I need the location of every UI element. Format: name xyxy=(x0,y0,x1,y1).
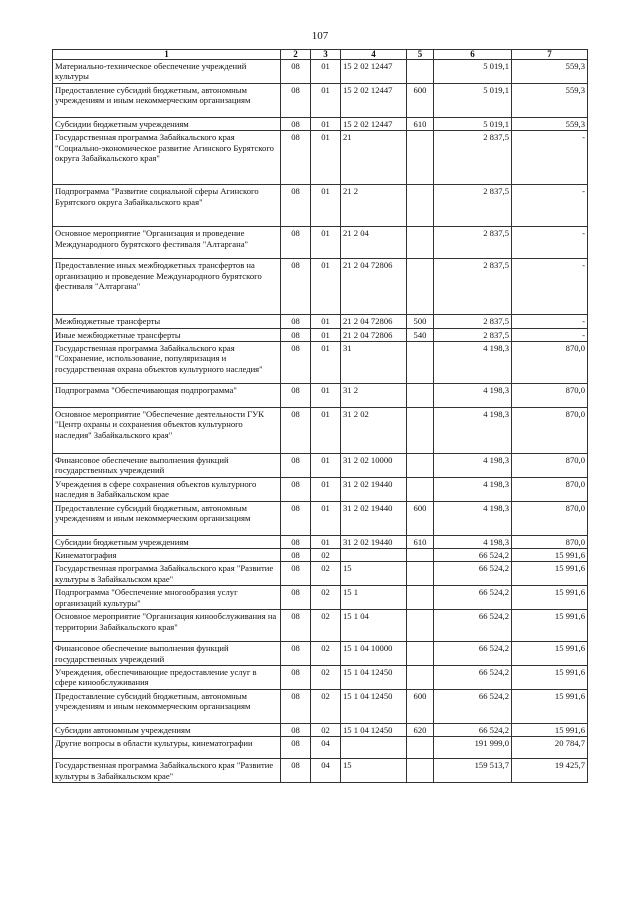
row-name-cell: Учреждения, обеспечивающие предоставление услуг в сфере кинообслуживания xyxy=(53,665,281,689)
expense-type-cell xyxy=(407,342,434,384)
amount-cell: 4 198,3 xyxy=(434,342,512,384)
amount-cell: 4 198,3 xyxy=(434,477,512,501)
expense-type-cell xyxy=(407,259,434,315)
budget-table xyxy=(52,49,588,783)
expense-type-cell: 610 xyxy=(407,117,434,130)
amount-cell: 870,0 xyxy=(512,454,588,478)
amount-cell: - xyxy=(512,227,588,259)
amount-cell: 870,0 xyxy=(512,408,588,454)
amount-cell: 2 837,5 xyxy=(434,131,512,185)
row-name-cell: Предоставление субсидий бюджетным, автономным учреждениям и иным некоммерческим организациям xyxy=(53,689,281,723)
target-article-cell: 15 2 02 12447 xyxy=(341,83,407,117)
target-article-cell: 31 2 02 10000 xyxy=(341,454,407,478)
row-name-cell: Подпрограмма "Обеспечивающая подпрограмма" xyxy=(53,384,281,408)
target-article-cell: 15 xyxy=(341,562,407,586)
amount-cell: - xyxy=(512,131,588,185)
amount-cell: 159 513,7 xyxy=(434,759,512,783)
expense-type-cell xyxy=(407,185,434,227)
subsection-code-cell: 02 xyxy=(311,689,341,723)
amount-cell: 2 837,5 xyxy=(434,315,512,328)
target-article-cell: 31 2 xyxy=(341,384,407,408)
amount-cell: - xyxy=(512,315,588,328)
section-code-cell: 08 xyxy=(281,315,311,328)
subsection-code-cell: 01 xyxy=(311,342,341,384)
amount-cell: 2 837,5 xyxy=(434,259,512,315)
table-row xyxy=(53,185,588,227)
column-number-header-row xyxy=(53,50,588,60)
table-row xyxy=(53,562,588,586)
section-code-cell: 08 xyxy=(281,549,311,562)
table-row xyxy=(53,328,588,341)
amount-cell: 66 524,2 xyxy=(434,665,512,689)
table-row xyxy=(53,227,588,259)
subsection-code-cell: 01 xyxy=(311,315,341,328)
table-row xyxy=(53,259,588,315)
expense-type-cell xyxy=(407,665,434,689)
column-number-header: 2 xyxy=(281,50,311,60)
section-code-cell: 08 xyxy=(281,185,311,227)
expense-type-cell xyxy=(407,408,434,454)
column-number-header: 5 xyxy=(407,50,434,60)
expense-type-cell xyxy=(407,384,434,408)
target-article-cell: 31 2 02 19440 xyxy=(341,501,407,535)
amount-cell: 66 524,2 xyxy=(434,562,512,586)
expense-type-cell: 600 xyxy=(407,501,434,535)
row-name-cell: Основное мероприятие "Обеспечение деятельности ГУК "Центр охраны и сохранения объектов культурного наследия" Забайкальского края" xyxy=(53,408,281,454)
subsection-code-cell: 02 xyxy=(311,549,341,562)
table-row xyxy=(53,408,588,454)
subsection-code-cell: 02 xyxy=(311,586,341,610)
target-article-cell: 15 1 04 10000 xyxy=(341,642,407,666)
section-code-cell: 08 xyxy=(281,737,311,759)
row-name-cell: Кинематография xyxy=(53,549,281,562)
section-code-cell: 08 xyxy=(281,328,311,341)
amount-cell: 4 198,3 xyxy=(434,384,512,408)
table-row xyxy=(53,535,588,548)
table-row xyxy=(53,737,588,759)
amount-cell: 15 991,6 xyxy=(512,723,588,736)
table-row xyxy=(53,342,588,384)
table-row xyxy=(53,117,588,130)
target-article-cell: 15 xyxy=(341,759,407,783)
table-row xyxy=(53,586,588,610)
amount-cell: 15 991,6 xyxy=(512,610,588,642)
target-article-cell: 15 2 02 12447 xyxy=(341,60,407,84)
amount-cell: 870,0 xyxy=(512,342,588,384)
subsection-code-cell: 01 xyxy=(311,328,341,341)
table-row xyxy=(53,549,588,562)
subsection-code-cell: 01 xyxy=(311,259,341,315)
amount-cell: 66 524,2 xyxy=(434,642,512,666)
expense-type-cell xyxy=(407,642,434,666)
row-name-cell: Предоставление субсидий бюджетным, автономным учреждениям и иным некоммерческим организациям xyxy=(53,501,281,535)
subsection-code-cell: 01 xyxy=(311,384,341,408)
subsection-code-cell: 01 xyxy=(311,131,341,185)
amount-cell: 4 198,3 xyxy=(434,535,512,548)
target-article-cell: 15 1 04 12450 xyxy=(341,723,407,736)
table-row xyxy=(53,60,588,84)
expense-type-cell: 610 xyxy=(407,535,434,548)
expense-type-cell xyxy=(407,131,434,185)
column-number-header: 4 xyxy=(341,50,407,60)
amount-cell: 870,0 xyxy=(512,477,588,501)
target-article-cell xyxy=(341,737,407,759)
amount-cell: 15 991,6 xyxy=(512,586,588,610)
subsection-code-cell: 01 xyxy=(311,117,341,130)
amount-cell: - xyxy=(512,259,588,315)
section-code-cell: 08 xyxy=(281,477,311,501)
section-code-cell: 08 xyxy=(281,454,311,478)
section-code-cell: 08 xyxy=(281,562,311,586)
amount-cell: 191 999,0 xyxy=(434,737,512,759)
amount-cell: 2 837,5 xyxy=(434,328,512,341)
amount-cell: 2 837,5 xyxy=(434,227,512,259)
amount-cell: 4 198,3 xyxy=(434,501,512,535)
page-number: 107 xyxy=(311,30,329,42)
expense-type-cell xyxy=(407,454,434,478)
amount-cell: 15 991,6 xyxy=(512,642,588,666)
subsection-code-cell: 01 xyxy=(311,501,341,535)
amount-cell: 5 019,1 xyxy=(434,117,512,130)
section-code-cell: 08 xyxy=(281,408,311,454)
subsection-code-cell: 01 xyxy=(311,477,341,501)
subsection-code-cell: 01 xyxy=(311,408,341,454)
row-name-cell: Подпрограмма "Обеспечение многообразия услуг организаций культуры" xyxy=(53,586,281,610)
target-article-cell: 21 2 xyxy=(341,185,407,227)
amount-cell: 5 019,1 xyxy=(434,83,512,117)
row-name-cell: Основное мероприятие "Организация кинообслуживания на территории Забайкальского края" xyxy=(53,610,281,642)
subsection-code-cell: 01 xyxy=(311,60,341,84)
expense-type-cell xyxy=(407,60,434,84)
target-article-cell: 21 2 04 72806 xyxy=(341,315,407,328)
row-name-cell: Финансовое обеспечение выполнения функций государственных учреждений xyxy=(53,454,281,478)
section-code-cell: 08 xyxy=(281,501,311,535)
target-article-cell: 31 2 02 xyxy=(341,408,407,454)
subsection-code-cell: 01 xyxy=(311,454,341,478)
subsection-code-cell: 02 xyxy=(311,642,341,666)
amount-cell: 870,0 xyxy=(512,535,588,548)
target-article-cell: 15 1 04 12450 xyxy=(341,665,407,689)
row-name-cell: Иные межбюджетные трансферты xyxy=(53,328,281,341)
expense-type-cell xyxy=(407,227,434,259)
amount-cell: 559,3 xyxy=(512,117,588,130)
table-row xyxy=(53,689,588,723)
column-number-header: 6 xyxy=(434,50,512,60)
target-article-cell: 31 2 02 19440 xyxy=(341,477,407,501)
row-name-cell: Финансовое обеспечение выполнения функций государственных учреждений xyxy=(53,642,281,666)
row-name-cell: Субсидии бюджетным учреждениям xyxy=(53,535,281,548)
section-code-cell: 08 xyxy=(281,60,311,84)
row-name-cell: Предоставление иных межбюджетных трансфертов на организацию и проведение Международного бурятского фестиваля "Алтаргана" xyxy=(53,259,281,315)
table-row xyxy=(53,501,588,535)
amount-cell: 870,0 xyxy=(512,384,588,408)
expense-type-cell: 500 xyxy=(407,315,434,328)
target-article-cell: 31 2 02 19440 xyxy=(341,535,407,548)
row-name-cell: Учреждения в сфере сохранения объектов культурного наследия в Забайкальском крае xyxy=(53,477,281,501)
section-code-cell: 08 xyxy=(281,723,311,736)
amount-cell: 15 991,6 xyxy=(512,665,588,689)
target-article-cell: 15 2 02 12447 xyxy=(341,117,407,130)
expense-type-cell: 600 xyxy=(407,83,434,117)
row-name-cell: Государственная программа Забайкальского края "Развитие культуры в Забайкальском крае" xyxy=(53,759,281,783)
subsection-code-cell: 04 xyxy=(311,737,341,759)
table-body xyxy=(53,60,588,783)
amount-cell: 66 524,2 xyxy=(434,586,512,610)
amount-cell: 559,3 xyxy=(512,60,588,84)
subsection-code-cell: 04 xyxy=(311,759,341,783)
target-article-cell: 21 2 04 xyxy=(341,227,407,259)
table-row xyxy=(53,665,588,689)
amount-cell: 66 524,2 xyxy=(434,549,512,562)
amount-cell: 4 198,3 xyxy=(434,408,512,454)
section-code-cell: 08 xyxy=(281,131,311,185)
target-article-cell: 15 1 04 xyxy=(341,610,407,642)
section-code-cell: 08 xyxy=(281,259,311,315)
section-code-cell: 08 xyxy=(281,342,311,384)
table-row xyxy=(53,131,588,185)
amount-cell: - xyxy=(512,185,588,227)
row-name-cell: Субсидии бюджетным учреждениям xyxy=(53,117,281,130)
subsection-code-cell: 02 xyxy=(311,665,341,689)
column-number-header: 7 xyxy=(512,50,588,60)
amount-cell: 66 524,2 xyxy=(434,689,512,723)
row-name-cell: Государственная программа Забайкальского края "Сохранение, использование, популяризация и государственная охрана объектов культурного наследия" xyxy=(53,342,281,384)
section-code-cell: 08 xyxy=(281,642,311,666)
table-row xyxy=(53,454,588,478)
amount-cell: 2 837,5 xyxy=(434,185,512,227)
amount-cell: 870,0 xyxy=(512,501,588,535)
target-article-cell: 31 xyxy=(341,342,407,384)
subsection-code-cell: 02 xyxy=(311,610,341,642)
table-row xyxy=(53,610,588,642)
expense-type-cell: 600 xyxy=(407,689,434,723)
column-number-header: 1 xyxy=(53,50,281,60)
expense-type-cell xyxy=(407,737,434,759)
section-code-cell: 08 xyxy=(281,535,311,548)
target-article-cell: 15 1 xyxy=(341,586,407,610)
subsection-code-cell: 01 xyxy=(311,227,341,259)
table-row xyxy=(53,759,588,783)
subsection-code-cell: 01 xyxy=(311,83,341,117)
table-row xyxy=(53,384,588,408)
expense-type-cell xyxy=(407,549,434,562)
amount-cell: 66 524,2 xyxy=(434,610,512,642)
target-article-cell xyxy=(341,549,407,562)
row-name-cell: Подпрограмма "Развитие социальной сферы Агинского Бурятского округа Забайкальского края" xyxy=(53,185,281,227)
expense-type-cell: 540 xyxy=(407,328,434,341)
target-article-cell: 21 xyxy=(341,131,407,185)
amount-cell: - xyxy=(512,328,588,341)
subsection-code-cell: 02 xyxy=(311,562,341,586)
expense-type-cell: 620 xyxy=(407,723,434,736)
target-article-cell: 21 2 04 72806 xyxy=(341,328,407,341)
row-name-cell: Другие вопросы в области культуры, кинематографии xyxy=(53,737,281,759)
expense-type-cell xyxy=(407,610,434,642)
section-code-cell: 08 xyxy=(281,384,311,408)
row-name-cell: Субсидии автономным учреждениям xyxy=(53,723,281,736)
row-name-cell: Государственная программа Забайкальского края "Развитие культуры в Забайкальском крае" xyxy=(53,562,281,586)
subsection-code-cell: 01 xyxy=(311,185,341,227)
amount-cell: 15 991,6 xyxy=(512,562,588,586)
amount-cell: 19 425,7 xyxy=(512,759,588,783)
table-row xyxy=(53,315,588,328)
expense-type-cell xyxy=(407,759,434,783)
table-row xyxy=(53,83,588,117)
table-row xyxy=(53,723,588,736)
row-name-cell: Межбюджетные трансферты xyxy=(53,315,281,328)
row-name-cell: Государственная программа Забайкальского края "Социально-экономическое развитие Агинского Бурятского округа Забайкальского края" xyxy=(53,131,281,185)
expense-type-cell xyxy=(407,477,434,501)
amount-cell: 559,3 xyxy=(512,83,588,117)
section-code-cell: 08 xyxy=(281,689,311,723)
section-code-cell: 08 xyxy=(281,227,311,259)
column-number-header: 3 xyxy=(311,50,341,60)
subsection-code-cell: 01 xyxy=(311,535,341,548)
section-code-cell: 08 xyxy=(281,117,311,130)
amount-cell: 66 524,2 xyxy=(434,723,512,736)
section-code-cell: 08 xyxy=(281,610,311,642)
amount-cell: 20 784,7 xyxy=(512,737,588,759)
subsection-code-cell: 02 xyxy=(311,723,341,736)
target-article-cell: 21 2 04 72806 xyxy=(341,259,407,315)
amount-cell: 4 198,3 xyxy=(434,454,512,478)
row-name-cell: Основное мероприятие "Организация и проведение Международного бурятского фестиваля "Алтаргана" xyxy=(53,227,281,259)
row-name-cell: Предоставление субсидий бюджетным, автономным учреждениям и иным некоммерческим организациям xyxy=(53,83,281,117)
amount-cell: 5 019,1 xyxy=(434,60,512,84)
section-code-cell: 08 xyxy=(281,665,311,689)
row-name-cell: Материально-техническое обеспечение учреждений культуры xyxy=(53,60,281,84)
table-row xyxy=(53,477,588,501)
section-code-cell: 08 xyxy=(281,586,311,610)
expense-type-cell xyxy=(407,562,434,586)
amount-cell: 15 991,6 xyxy=(512,549,588,562)
section-code-cell: 08 xyxy=(281,759,311,783)
section-code-cell: 08 xyxy=(281,83,311,117)
target-article-cell: 15 1 04 12450 xyxy=(341,689,407,723)
expense-type-cell xyxy=(407,586,434,610)
table-row xyxy=(53,642,588,666)
amount-cell: 15 991,6 xyxy=(512,689,588,723)
